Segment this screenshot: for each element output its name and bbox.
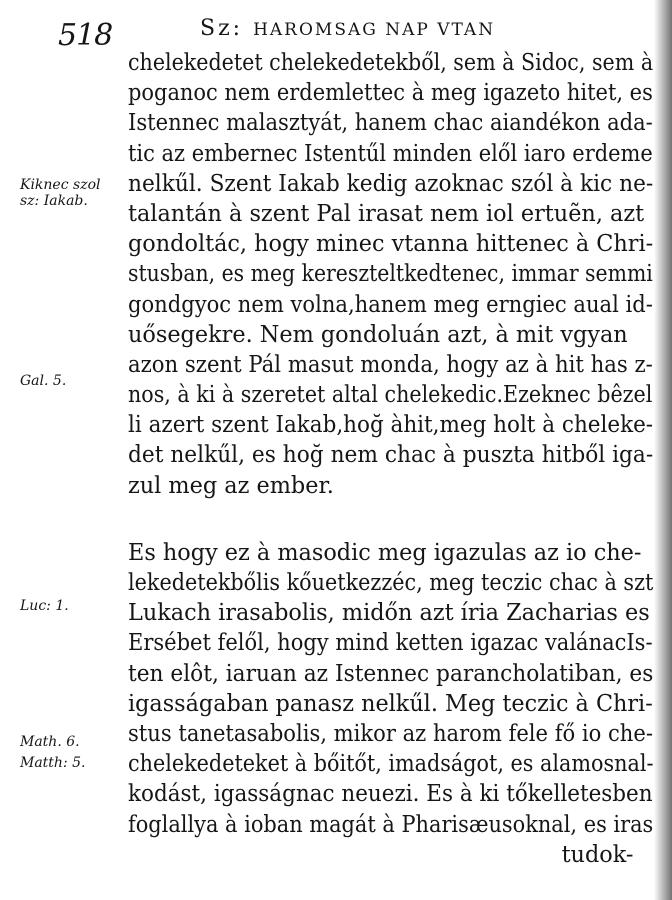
margin-note: Matth: 5. [20, 755, 86, 771]
margin-note: Math. 6. [20, 734, 80, 750]
margin-note: Gal. 5. [20, 373, 67, 389]
paragraph-1 [128, 48, 668, 501]
text-line: stus tanetasabolis, mikor az harom fele fő io che- [128, 720, 653, 747]
text-line: Lukach irasabolis, midőn azt íria Zacharias es [128, 600, 650, 627]
text-line: chelekedetet chelekedetekből, sem à Sidoc, sem à [128, 50, 654, 76]
margin-note: Kiknec szol [20, 177, 101, 193]
text-line: det nelkűl, es hoğ nem chac à puszta hitből iga- [128, 442, 654, 469]
margin-note: sz: Iakab. [20, 193, 88, 209]
text-line: lekedetekbőlis kőuetkezzéc, meg teczic chac à szt [128, 570, 654, 596]
text-line: tudok- [561, 841, 634, 868]
running-head [200, 16, 495, 41]
text-line: stusban, es meg kereszteltkedtenec, immar semmi [128, 261, 653, 288]
body-text [128, 48, 668, 870]
text-line: uősegekre. Nem gondoluán azt, à mit vgyan [128, 321, 628, 348]
text-line: talantán à szent Pal irasat nem iol ertuẽn, azt [128, 200, 645, 227]
running-head-lead: Sz: [200, 16, 244, 41]
paragraph-2 [128, 538, 668, 870]
text-line: azon szent Pál masut monda, hogy az à hit has z- [128, 351, 653, 378]
text-line: Es hogy ez à masodic meg igazulas az io che- [128, 539, 642, 566]
text-line: foglallya à ioban magát à Pharisæusoknal, es iras [128, 811, 654, 838]
text-line: kodást, igasságnac neuezi. Es à ki tőkelletesben [128, 781, 653, 808]
text-line: li azert szent Iakab,hoğ àhit,meg holt à cheleke- [128, 412, 654, 439]
text-line: nos, à ki à szeretet altal chelekedic.Ezeknec bêzel [128, 382, 653, 409]
margin-note: Luc: 1. [20, 598, 69, 614]
text-line: igasságaban panasz nelkűl. Meg teczic à Chri- [128, 690, 653, 717]
text-line: chelekedeteket à bőitőt, imadságot, es alamosnal- [128, 751, 654, 778]
text-line: tic az embernec Istentűl minden elől iaro erdeme [128, 140, 653, 167]
page-number: 518 [58, 18, 113, 53]
text-line: Istennec malasztyát, hanem chac aiandékon ada- [128, 110, 653, 137]
running-head-title: HAROMSAG NAP VTAN [253, 20, 496, 40]
text-line: zul meg az ember. [128, 472, 334, 499]
text-line: gondgyoc nem volna,hanem meg erngiec aual id- [128, 291, 653, 318]
text-line: ten elôt, iaruan az Istennec parancholatiban, es [128, 660, 654, 687]
text-line: gondoltác, hogy minec vtanna hittenec à Chri- [128, 231, 654, 258]
paragraph-gap [128, 501, 668, 538]
text-line: nelkűl. Szent Iakab kedig azoknac szól à kic ne- [128, 170, 654, 197]
text-line: Ersébet felől, hogy mind ketten igazac valánacIs- [128, 630, 653, 657]
text-line: poganoc nem erdemlettec à meg igazeto hitet, es [128, 80, 653, 107]
